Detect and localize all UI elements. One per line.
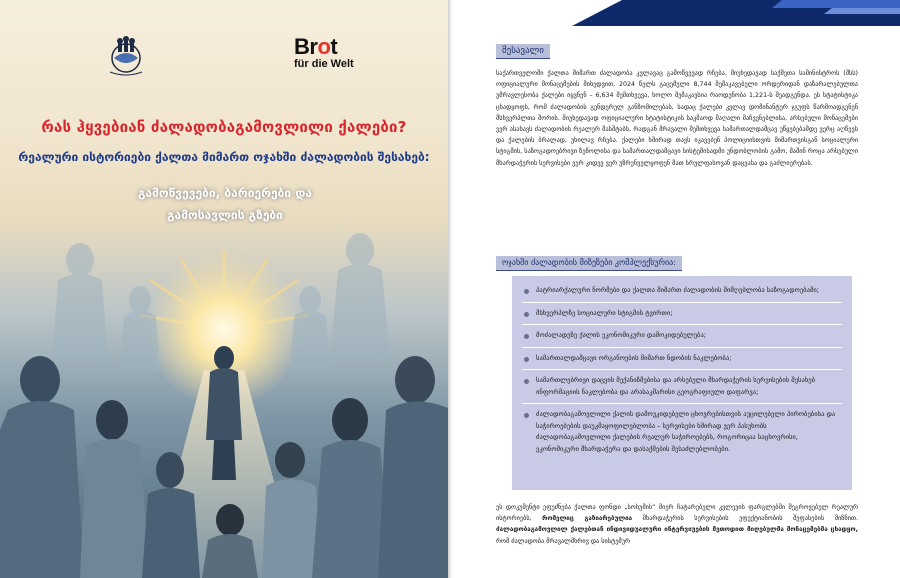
list-item: სამართალდამცავი ორგანოების მიმართ ნდობის ნაკლებობა; (522, 348, 842, 371)
causes-list (512, 276, 852, 490)
cover-title: რას ჰყვებიან ძალადობაგამოვლილი ქალები? (41, 118, 407, 136)
causes-heading: ოჯახში ძალადობის მიზეზები კომპლექსურია: (496, 256, 682, 271)
list-item: სამართლებრივი დაცვის მექანიზმებისა და არსებული მხარდაჭერის სერვისების შესახებ ინფორმაციის ნაკლებობა და არასაკმარისი გეოგრაფიული დაფარვა; (522, 370, 842, 404)
summary-paragraph: საქართველოში ქალთა მიმართ ძალადობა კვლავაც გამოწვევად რჩება. მიუხედავად საქმეთა სამინისტროს (შსს) ოფიციალური მონაცემების მიხედვით, 2024 წელს გაცემული 8,744 შემაკავებელი ორდერიდან დაზარალებულთა უმრავლესობა ქალები იყვნენ – 6,634 შემთხვევა, ხოლო შემაკავსია რაოდენობა 1,221-ს შეადგენდა. ეს სტატისტიკა ცხადყოფს, რომ ძალადობის გენდერულ განზომილებას, სადაც ქალები კვლავ დომინანტურ ჯგუფს წარმოადგენენ მსხვერპლთა შორის. მიუხედავად ოფიციალური სტატისტიკის საკმაოდ მაღალი მაჩვენებლისა, არსებული მონაცემები ვერ ასახავს ძალადობის რეალურ მასშტაბს, რადგან მრავალი შემთხვევა სამართალდამცავ უწყებებამდე ვერც აღწევს და ქალების ბრალად, უხილავ რჩება. ქალები ხშირად თავს იკავებენ პოლიციისთვის მიმართვისგან სოციალური სტიგმის, საზოგადოებრივი ზეწოლისა და სამართალდამცავი სისტემისადმი უნდობლობის გამო, მაშინ როცა არსებული მხარდაჭერის სერვისები ვერ კიდევ ვერ უზრუნველყოფენ მათ სრულფასოვან დაცვასა და გაძლიერებას. (496, 70, 858, 167)
cover-illustration (0, 0, 448, 578)
list-item: მსხვერპლზე სოციალური სტიგმის ტვირთი; (522, 303, 842, 326)
closing-paragraph: ეს დოკუმენტი ეფუძნება ქალთა ფონდი „სოხუმის“ მიერ ჩატარებული კვლევის ფარგლებში შეგროვებულ რეალურ ისტორიებს, რომელიც გაზიარებულია მხარდაჭერის სერვისების ეფექტიანობის შეფასების მიზნით. ძალადობაგამოვლილ ქალებთან ინდივიდუალური ინტერვიუების მეთოდით მიღებულმა მონაცემებმა ცხადყო, რომ ძალადობა მრავალმხრივ და სისტემურ (496, 504, 858, 545)
list-item: ძალადობაგამოვლილი ქალის დამოუკიდებელი ცხოვრებისთვის აუცილებელი პირობებისა და საჭიროებების დაუკმაყოფილებლობა – სერვისები ხშირად ვერ პასუხობს ძალადობაგამოვლილი ქალების რეალურ საჭიროებებს, როგორიცაა საცხოვრისი, ეკონომიკური მხარდაჭერა და დასაქმების შესაძლებლობები. (522, 404, 842, 460)
report-cover (0, 0, 448, 578)
page-gutter (448, 0, 452, 578)
org-emblem-icon (104, 32, 148, 78)
summary-heading: შესავალი (496, 44, 550, 59)
list-item: მოძალადეზე ქალის ეკონომიკური დამოკიდებულება; (522, 325, 842, 348)
cover-subtitle: რეალური ისტორიები ქალთა მიმართ ოჯახში ძალადობის შესახებ: (18, 150, 430, 164)
cover-tagline: გამოწვევები, ბარიერები და გამოსავლის გზები (137, 186, 313, 222)
page-header-banner (452, 0, 900, 26)
list-item: პატრიარქალური ნორმები და ქალთა მიმართ ძალადობის მიმღებლობა საზოგადოებაში; (522, 280, 842, 303)
brot-logo: Brot für die Welt (294, 34, 354, 70)
